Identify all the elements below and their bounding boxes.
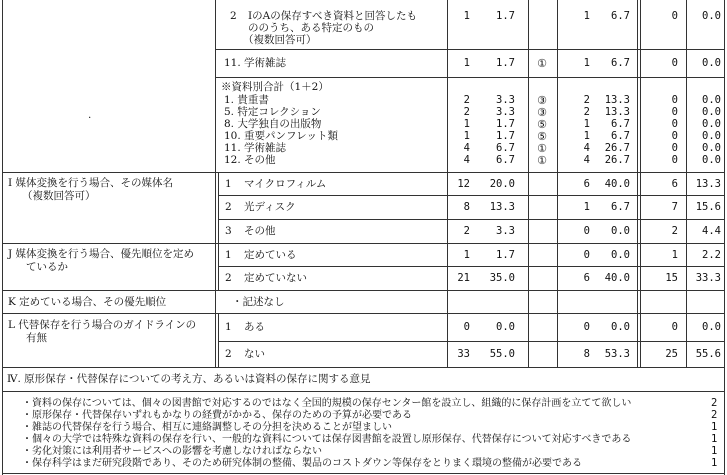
section-j-row-v4: 0.0 — [611, 249, 630, 261]
section-j-row-v3: 6 — [583, 272, 590, 284]
section-l-row-v4: 0.0 — [611, 321, 630, 333]
row-sep-bc — [215, 77, 725, 78]
row-c-item-v7: 0.0 — [702, 94, 721, 106]
opinion-text: ・劣化対策には利用者サービスへの影響を考慮しなければならない — [22, 446, 322, 457]
section-j-row-v2: 35.0 — [489, 272, 515, 284]
row-c-item-rank: ③ — [537, 94, 547, 107]
row-a-v2: 1.7 — [496, 10, 515, 22]
row-c-item-label: 5. 特定コレクション — [224, 106, 321, 118]
section-i-row-no: 2 — [225, 201, 232, 213]
row-c-item-v1: 1 — [463, 130, 470, 142]
section-l-row-v4: 53.3 — [604, 348, 630, 360]
row-b-v5: 6.7 — [611, 57, 630, 69]
section-j-row-v6: 33.3 — [695, 272, 721, 284]
section-i-row-v6: 13.3 — [695, 178, 721, 190]
row-c-item-v7: 0.0 — [702, 142, 721, 154]
row-c-item-v6: 0 — [671, 130, 678, 142]
row-c-item-label: 8. 大学独自の出版物 — [224, 118, 322, 130]
section-l-row-v5: 25 — [665, 348, 678, 360]
row-b-rank: ① — [537, 57, 547, 70]
section-l-label-line1: L 代替保存を行う場合のガイドラインの — [8, 319, 197, 331]
section-i-row-v5: 2 — [671, 225, 678, 237]
row-c-item-v2: 6.7 — [496, 154, 515, 166]
opinion-count: 2 — [711, 409, 718, 421]
section-i-label-line1: Ⅰ 媒体変換を行う場合、その媒体名 — [8, 177, 173, 189]
section-j-row-v4: 40.0 — [604, 272, 630, 284]
row-a-number: 2 — [230, 10, 237, 22]
row-sep-L1 — [218, 341, 725, 342]
section-j-row-v6: 2.2 — [702, 249, 721, 261]
row-c-item-v1: 4 — [463, 154, 470, 166]
row-c-item-v6: 0 — [671, 154, 678, 166]
section-l-row-v2: 0.0 — [496, 321, 515, 333]
row-c-item-v5: 6.7 — [611, 118, 630, 130]
row-sep-J-K — [2, 290, 725, 291]
section-l-row-v6: 55.6 — [695, 348, 721, 360]
row-b-v2: 1.7 — [496, 57, 515, 69]
row-sep-I2 — [218, 219, 725, 220]
section-l-row-v2: 55.0 — [489, 348, 515, 360]
row-b-label: 11. 学術雑誌 — [224, 57, 287, 69]
row-c-item-v2: 1.7 — [496, 118, 515, 130]
row-sep-L-IV — [2, 367, 725, 368]
row-c-item-rank: ③ — [537, 106, 547, 119]
section-j-row-no: 1 — [225, 249, 232, 261]
section-i-row-label: その他 — [244, 225, 276, 237]
opinion-text: ・保存科学はまだ研究段階であり、そのため研究体制の整備、製品のコストダウン等保存をとりまく環境の整備が必要である — [22, 458, 582, 469]
section-j-label-line2: ているか — [26, 261, 68, 273]
section-i-row-v6: 4.4 — [702, 225, 721, 237]
row-b-v4: 1 — [583, 57, 590, 69]
section-i-row-v5: 6 — [671, 178, 678, 190]
section-k-label: K 定めている場合、その優先順位 — [8, 296, 167, 308]
section-i-row-v3: 1 — [583, 201, 590, 213]
row-sep-K-L — [2, 313, 725, 314]
row-c-item-v5: 26.7 — [604, 142, 630, 154]
row-c-item-rank: ① — [537, 142, 547, 155]
row-c-item-v7: 0.0 — [702, 106, 721, 118]
row-c-item-v1: 1 — [463, 118, 470, 130]
row-c-item-label: 1. 貴重書 — [224, 94, 269, 106]
divider-c2 — [528, 0, 529, 367]
row-a-v6: 0.0 — [702, 10, 721, 22]
opinion-text: ・個々の大学では特殊な資料の保存を行い、一般的な資料については保存図書館を設置し原形保存、代替保存について対応すべきである — [22, 434, 632, 445]
row-c-item-v1: 2 — [463, 106, 470, 118]
row-a-label-line3: （複数回答可） — [243, 34, 317, 46]
section-j-row-v5: 15 — [665, 272, 678, 284]
row-c-item-v4: 4 — [583, 154, 590, 166]
row-c-item-v5: 13.3 — [604, 106, 630, 118]
row-c-item-v4: 2 — [583, 106, 590, 118]
row-c-item-label: 11. 学術雑誌 — [224, 142, 287, 154]
section-j-row-v2: 1.7 — [496, 249, 515, 261]
row-c-item-rank: ① — [537, 154, 547, 167]
row-c-item-rank: ⑤ — [537, 118, 547, 131]
opinion-count: 1 — [711, 433, 718, 445]
section-l-row-v3: 8 — [583, 348, 590, 360]
section-l-row-v3: 0 — [583, 321, 590, 333]
row-a-v1: 1 — [463, 10, 470, 22]
opinion-text: ・原形保存・代替保存いずれもかなりの経費がかかる、保存のための予算が必要である — [22, 410, 412, 421]
section-i-row-v4: 0.0 — [611, 225, 630, 237]
row-c-item-v4: 4 — [583, 142, 590, 154]
divider-label — [215, 0, 216, 367]
section-j-row-v3: 0 — [583, 249, 590, 261]
section-i-row-v2: 13.3 — [489, 201, 515, 213]
section-l-row-no: 2 — [225, 348, 232, 360]
row-a-v5: 0 — [671, 10, 678, 22]
section-j-row-v1: 21 — [457, 272, 470, 284]
row-c-item-v2: 3.3 — [496, 94, 515, 106]
row-a-v3: 1 — [583, 10, 590, 22]
section-i-row-v2: 3.3 — [496, 225, 515, 237]
section-j-row-label: 定めている — [244, 249, 297, 261]
row-c-item-v7: 0.0 — [702, 154, 721, 166]
section-j-row-v1: 1 — [463, 249, 470, 261]
section-i-row-label: 光ディスク — [244, 201, 296, 213]
row-b-v1: 1 — [463, 57, 470, 69]
section-i-row-v3: 6 — [583, 178, 590, 190]
row-c-item-v6: 0 — [671, 118, 678, 130]
row-sep-ab — [215, 49, 725, 50]
opinion-text: ・資料の保存については、個々の図書館で対応するのではなく全国的規模の保存センター館を設立し、組織的に保存計画を立てて欲しい — [22, 398, 632, 409]
section-l-row-no: 1 — [225, 321, 232, 333]
divider-no-L — [218, 313, 219, 367]
section-i-row-v1: 2 — [463, 225, 470, 237]
section-i-row-no: 3 — [225, 225, 232, 237]
section-i-row-label: マイクロフィルム — [244, 178, 327, 190]
section-i-row-v4: 40.0 — [604, 178, 630, 190]
row-c-item-v7: 0.0 — [702, 118, 721, 130]
row-c-header: ※資料別合計（1＋2） — [221, 81, 329, 93]
row-c-item-v5: 26.7 — [604, 154, 630, 166]
section-j-row-v5: 1 — [671, 249, 678, 261]
section-l-row-label: ある — [244, 321, 265, 333]
row-c-item-v6: 0 — [671, 142, 678, 154]
row-a-label-line1: ⅠのAの保存すべき資料と回答したも — [248, 10, 418, 22]
row-c-item-v7: 0.0 — [702, 130, 721, 142]
opinion-text: ・雑誌の代替保存を行う場合、相互に連絡調整しその分担を決めることが望ましい — [22, 422, 392, 433]
row-c-item-v6: 0 — [671, 106, 678, 118]
row-c-item-v2: 3.3 — [496, 106, 515, 118]
section-iv-title: Ⅳ. 原形保存・代替保存についての考え方、あるいは資料の保存に関する意見 — [7, 373, 371, 385]
section-i-row-v3: 0 — [583, 225, 590, 237]
opinion-count: 1 — [711, 421, 718, 433]
section-l-row-v1: 33 — [457, 348, 470, 360]
frame-bottom — [2, 473, 725, 474]
section-i-row-no: 1 — [225, 178, 232, 190]
row-c-item-v4: 1 — [583, 118, 590, 130]
section-l-row-v6: 0.0 — [702, 321, 721, 333]
frame-left — [2, 0, 3, 475]
row-sep-J1 — [218, 266, 725, 267]
row-c-item-v2: 6.7 — [496, 142, 515, 154]
row-c-item-v1: 4 — [463, 142, 470, 154]
row-c-item-v5: 6.7 — [611, 130, 630, 142]
row-sep-I1 — [218, 195, 725, 196]
row-c-item-label: 12. その他 — [224, 154, 276, 166]
section-j-label-line1: J 媒体変換を行う場合、優先順位を定め — [8, 248, 195, 260]
row-sep-I-J — [2, 243, 725, 244]
row-c-item-rank: ⑤ — [537, 130, 547, 143]
decor-dot: . — [88, 109, 92, 121]
row-a-v4: 6.7 — [611, 10, 630, 22]
divider-no-J2 — [218, 243, 219, 290]
divider-c3 — [557, 0, 558, 367]
section-k-value: ・記述なし — [232, 296, 285, 308]
row-c-item-label: 10. 重要パンフレット類 — [224, 130, 339, 142]
frame-right — [724, 0, 725, 475]
section-i-row-v1: 12 — [457, 178, 470, 190]
row-sep-IV — [2, 391, 725, 392]
section-l-row-label: ない — [244, 348, 265, 360]
opinion-count: 2 — [711, 397, 718, 409]
row-sep-c-I — [2, 172, 725, 173]
section-j-row-no: 2 — [225, 272, 232, 284]
section-i-row-v4: 6.7 — [611, 201, 630, 213]
section-i-label-line2: （複数回答可） — [22, 190, 96, 202]
row-a-label-line2: ののうち、ある特定のもの — [248, 22, 374, 34]
row-c-item-v4: 1 — [583, 130, 590, 142]
row-b-v6: 0 — [671, 57, 678, 69]
section-l-row-v5: 0 — [671, 321, 678, 333]
opinion-count: 1 — [711, 445, 718, 457]
row-c-item-v1: 2 — [463, 94, 470, 106]
section-i-row-v1: 8 — [463, 201, 470, 213]
opinion-count: 1 — [711, 457, 718, 469]
row-b-v7: 0.0 — [702, 57, 721, 69]
section-i-row-v2: 20.0 — [489, 178, 515, 190]
section-j-row-label: 定めていない — [244, 272, 307, 284]
row-c-item-v2: 1.7 — [496, 130, 515, 142]
section-l-label-line2: 有無 — [26, 332, 47, 344]
section-l-row-v1: 0 — [463, 321, 470, 333]
section-i-row-v5: 7 — [671, 201, 678, 213]
row-c-item-v6: 0 — [671, 94, 678, 106]
section-i-row-v6: 15.6 — [695, 201, 721, 213]
divider-c4 — [637, 0, 638, 367]
row-c-item-v5: 13.3 — [604, 94, 630, 106]
row-c-item-v4: 2 — [583, 94, 590, 106]
divider-c4b — [640, 0, 641, 367]
